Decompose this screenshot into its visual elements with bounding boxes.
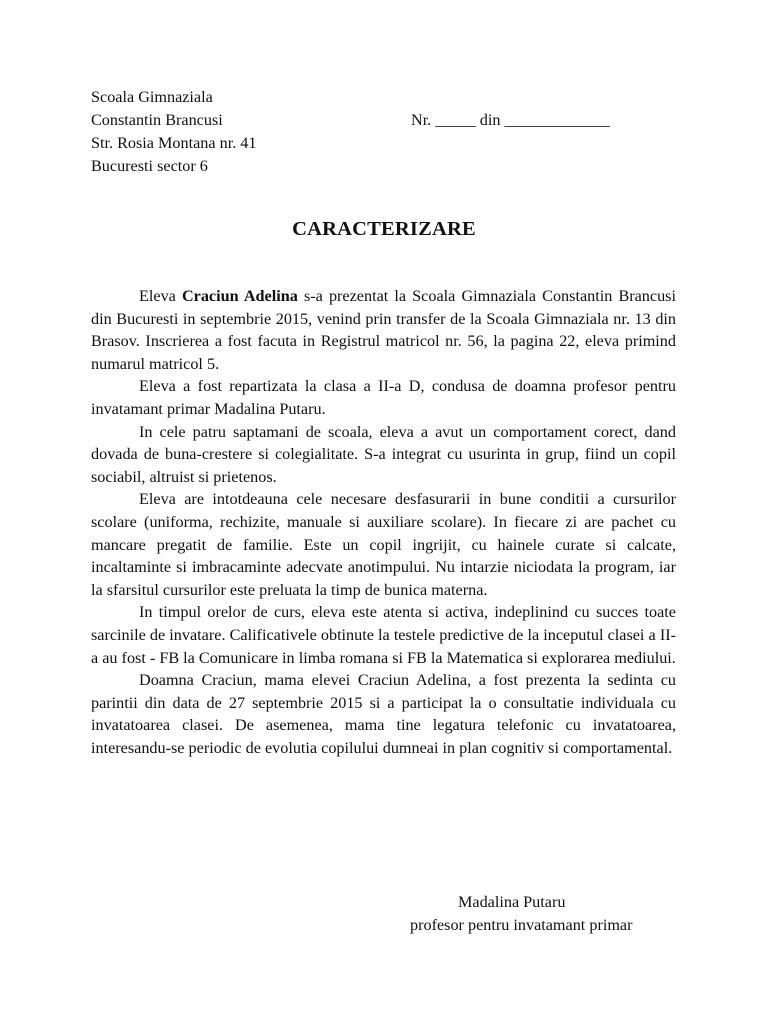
paragraph-1-prefix: Eleva [139, 287, 182, 305]
document-body [91, 285, 676, 759]
school-street: Str. Rosia Montana nr. 41 [91, 134, 257, 152]
signatory-role: profesor pentru invatamant primar [410, 916, 633, 934]
document-title: CARACTERIZARE [292, 218, 476, 240]
paragraph-2: Eleva a fost repartizata la clasa a II-a D, condusa de doamna profesor pentru invatamant primar Madalina Putaru. [91, 377, 676, 418]
school-name-line-2: Constantin Brancusi [91, 111, 223, 129]
paragraph-5: In timpul orelor de curs, eleva este atenta si activa, indeplinind cu succes toate sarcinile de invatare. Calificativele obtinute la testele predictive de la inceputul clasei a II-a au fost - FB la Comunicare in limba romana si FB la Matematica si explorarea mediului. [91, 603, 676, 667]
paragraph-4: Eleva are intotdeauna cele necesare desfasurarii in bune conditii a cursurilor scolare (uniforma, rechizite, manuale si auxiliare scolare). In fiecare zi are pachet cu mancare pregatit de familie. Este un copil ingrijit, cu hainele curate si calcate, incaltaminte si imbracaminte adecvate anotimpului. Nu intarzie niciodata la program, iar la sfarsitul cursurilor este preluata la timp de bunica materna. [91, 490, 676, 599]
registration-number-field: Nr. _____ din _____________ [411, 111, 610, 129]
school-address-block [91, 86, 256, 178]
student-name: Craciun Adelina [181, 287, 298, 305]
paragraph-1 [91, 285, 676, 375]
paragraph-6: Doamna Craciun, mama elevei Craciun Adelina, a fost prezenta la sedinta cu parintii din data de 27 septembrie 2015 si a participat la o consultatie individuala cu invatatoarea clasei. De asemenea, mama tine legatura telefonic cu invatatoarea, interesandu-se periodic de evolutia copilului dumneai in plan cognitiv si comportamental. [91, 671, 676, 757]
paragraph-3: In cele patru saptamani de scoala, eleva a avut un comportament corect, dand dovada de buna-crestere si colegialitate. S-a integrat cu usurinta in grup, fiind un copil sociabil, altruist si prietenos. [91, 422, 676, 486]
school-city: Bucuresti sector 6 [91, 157, 208, 175]
paragraph-1-text: s-a prezentat la Scoala Gimnaziala Constantin Brancusi din Bucuresti in septembrie 2015, venind prin transfer de la Scoala Gimnaziala nr. 13 din Brasov. Inscrierea a fost facuta in Registrul matricol nr. 56, la pagina 22, eleva primind numarul matricol 5. [91, 287, 676, 373]
signatory-name: Madalina Putaru [458, 893, 566, 911]
school-name-line-1: Scoala Gimnaziala [91, 88, 213, 106]
